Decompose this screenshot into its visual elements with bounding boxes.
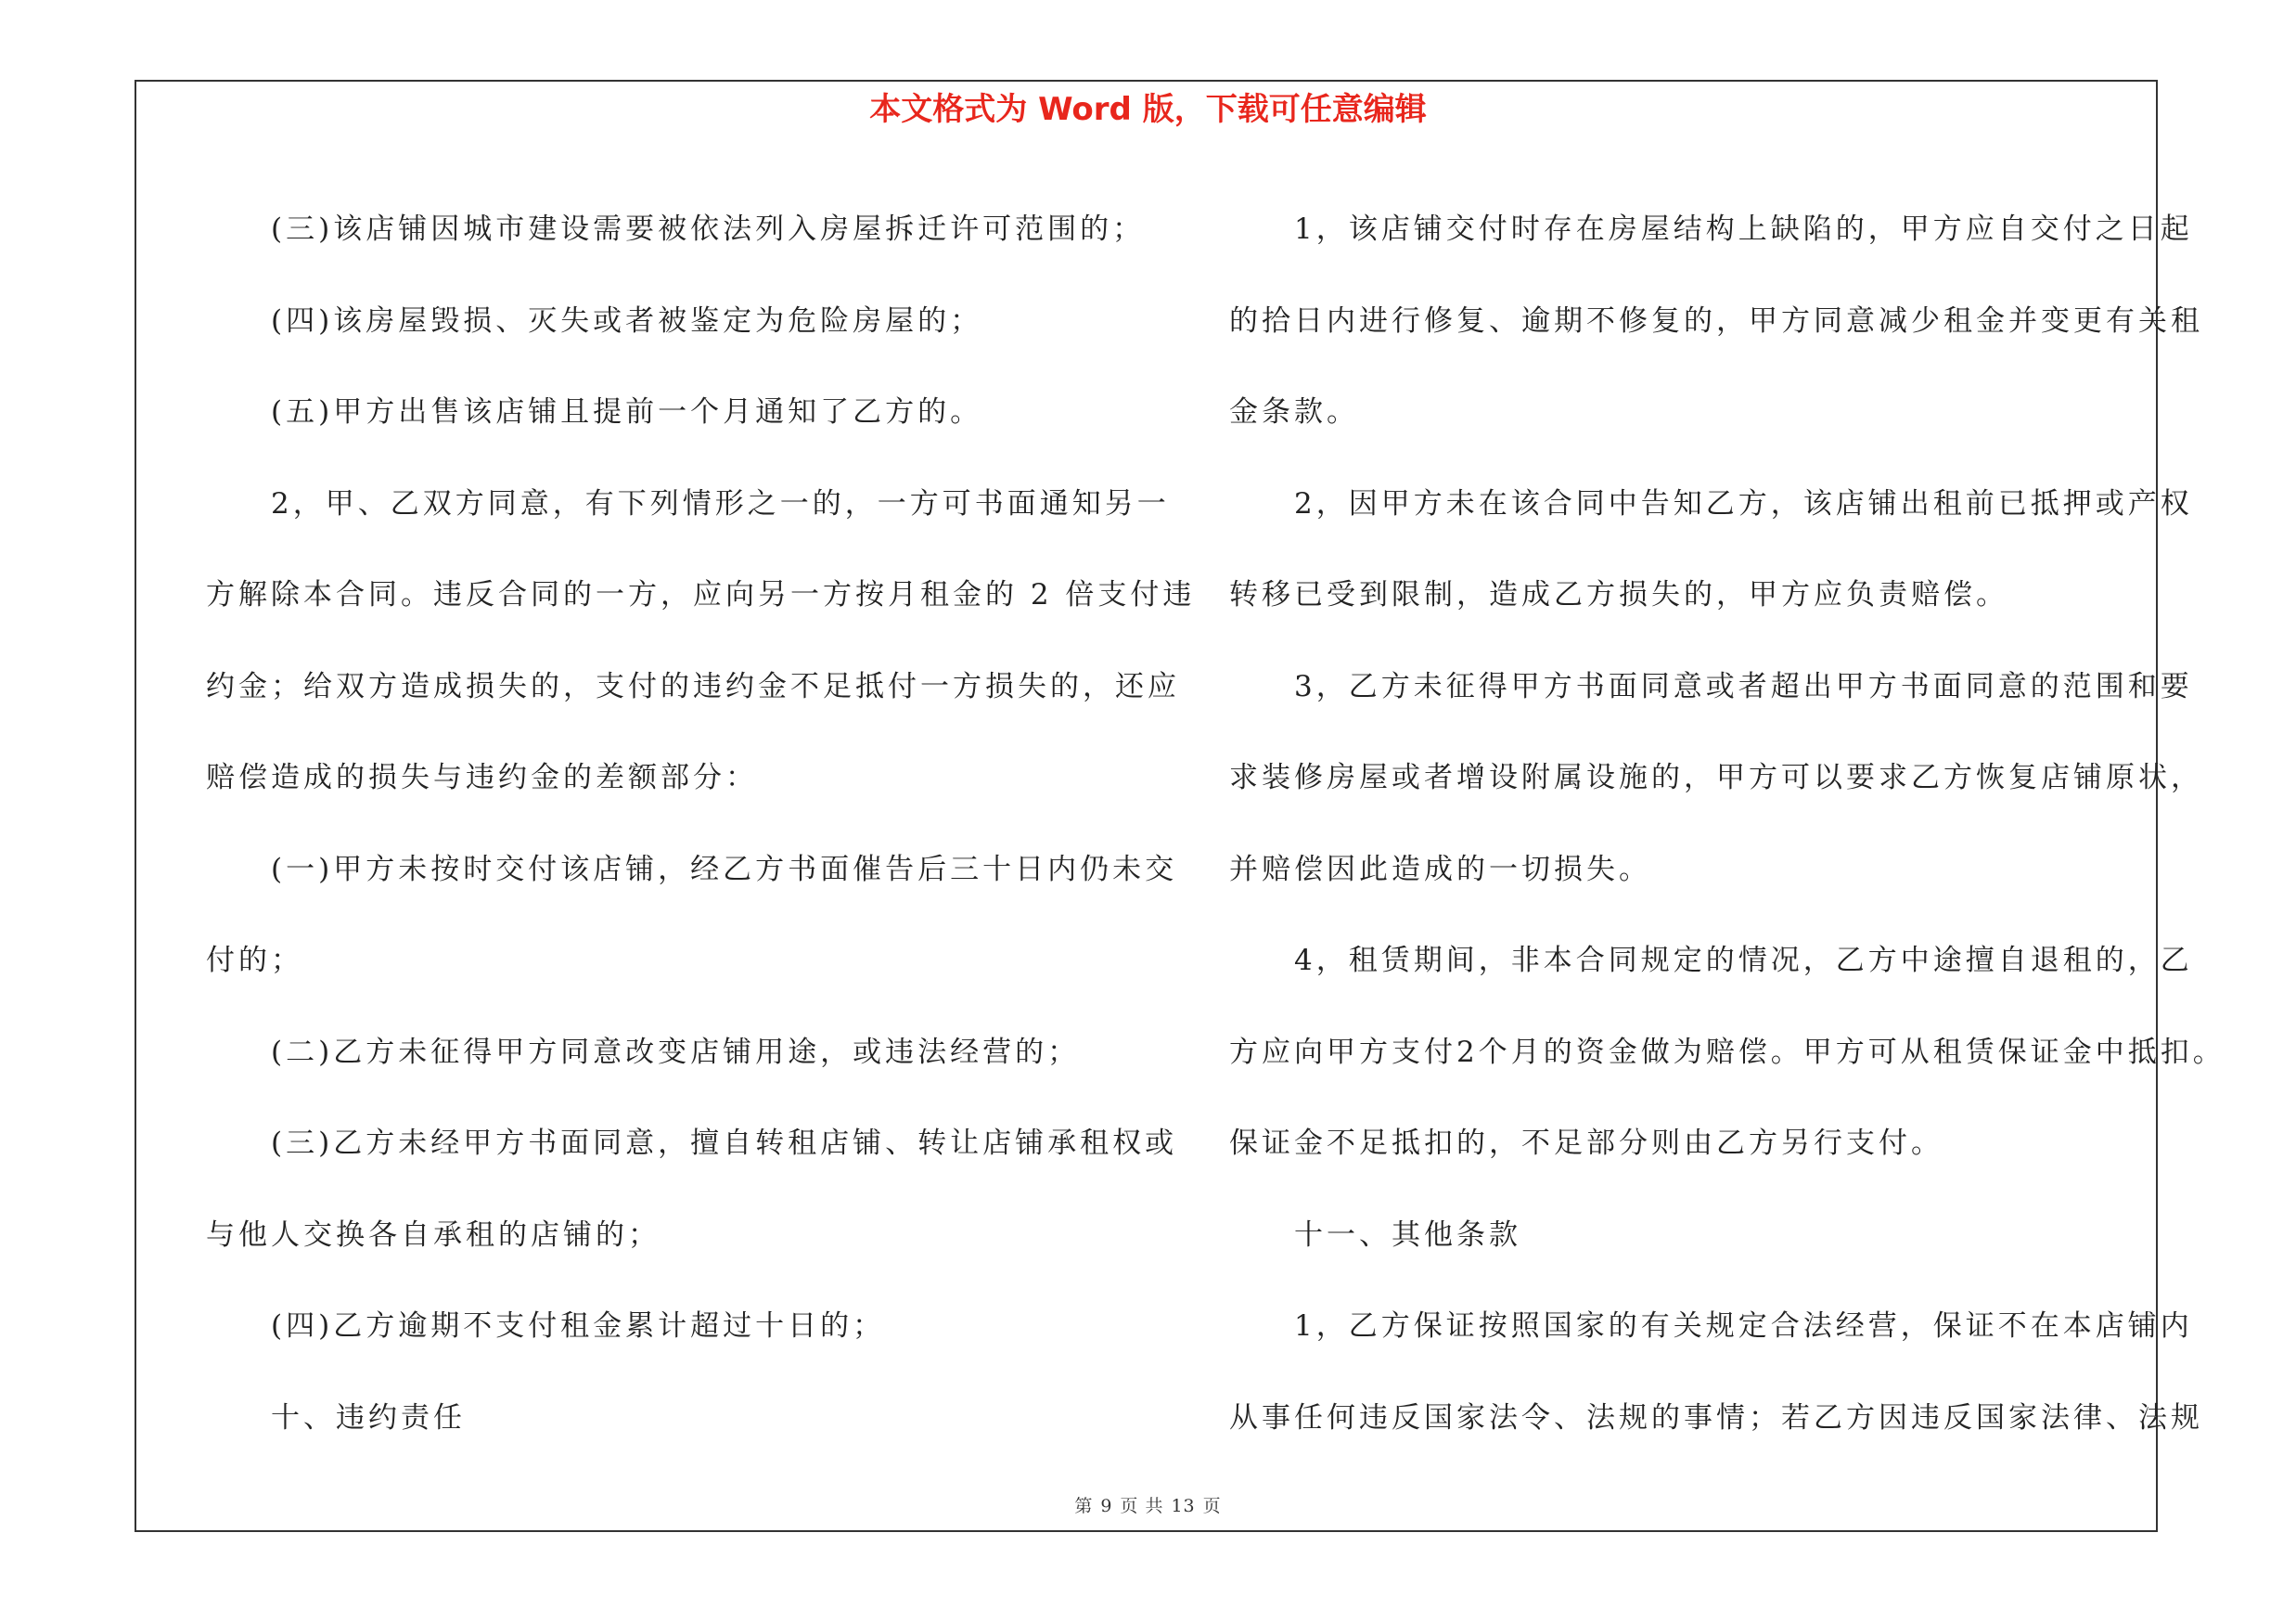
header-banner: 本文格式为 Word 版，下载可任意编辑 [869,91,1427,128]
page-footer [0,1492,2296,1517]
footer-prefix: 第 [1074,1496,1094,1516]
paragraph-line: 1，该店铺交付时存在房屋结构上缺陷的，甲方应自交付之日起 [1229,213,2193,246]
left-column [206,184,1196,1463]
paragraph-line: 约金；给双方造成损失的，支付的违约金不足抵付一方损失的，还应 [206,669,1180,703]
section-heading: 十一、其他条款 [1229,1217,1521,1252]
total-pages: 13 [1171,1496,1196,1516]
paragraph-line: (四)该房屋毁损、灭失或者被鉴定为危险房屋的； [206,303,983,338]
paragraph-line: (一)甲方未按时交付该店铺，经乙方书面催告后三十日内仍未交 [206,852,1178,886]
paragraph-line: 金条款。 [1229,395,1359,429]
footer-suffix: 页 [1202,1496,1222,1516]
section-heading: 十、违约责任 [206,1400,466,1435]
paragraph-line: (二)乙方未征得甲方同意改变店铺用途，或违法经营的； [206,1035,1081,1069]
paragraph-line: (四)乙方逾期不支付租金累计超过十日的； [206,1309,886,1343]
paragraph-line: 方解除本合同。违反合同的一方，应向另一方按月租金的 2 倍支付违 [206,578,1196,612]
paragraph-line: (三)乙方未经甲方书面同意，擅自转租店铺、转让店铺承租权或 [206,1127,1178,1160]
right-column [1229,184,2225,1463]
paragraph-line: (五)甲方出售该店铺且提前一个月通知了乙方的。 [206,395,983,429]
paragraph-line: 2，因甲方未在该合同中告知乙方，该店铺出租前已抵押或产权 [1229,486,2193,521]
paragraph-line: 并赔偿因此造成的一切损失。 [1229,852,1651,886]
paragraph-line: 3，乙方未征得甲方书面同意或者超出甲方书面同意的范围和要 [1229,669,2193,703]
footer-middle: 页 共 [1120,1496,1164,1516]
page-number: 9 [1100,1496,1113,1516]
paragraph-line: 1，乙方保证按照国家的有关规定合法经营，保证不在本店铺内 [1229,1309,2193,1343]
paragraph-line: (三)该店铺因城市建设需要被依法列入房屋拆迁许可范围的； [206,213,1146,246]
paragraph-line: 的拾日内进行修复、逾期不修复的，甲方同意减少租金并变更有关租 [1229,303,2203,338]
paragraph-line: 付的； [206,944,303,977]
paragraph-line: 4，租赁期间，非本合同规定的情况，乙方中途擅自退租的，乙 [1229,944,2193,977]
paragraph-line: 从事任何违反国家法令、法规的事情；若乙方因违反国家法律、法规 [1229,1400,2203,1435]
paragraph-line: 赔偿造成的损失与违约金的差额部分： [206,761,758,794]
paragraph-line: 转移已受到限制，造成乙方损失的，甲方应负责赔偿。 [1229,578,2008,612]
paragraph-line: 2，甲、乙双方同意，有下列情形之一的，一方可书面通知另一 [206,486,1170,521]
paragraph-line: 保证金不足抵扣的，不足部分则由乙方另行支付。 [1229,1127,1943,1160]
paragraph-line: 与他人交换各自承租的店铺的； [206,1217,661,1252]
paragraph-line: 方应向甲方支付2个月的资金做为赔偿。甲方可从租赁保证金中抵扣。 [1229,1035,2225,1069]
paragraph-line: 求装修房屋或者增设附属设施的，甲方可以要求乙方恢复店铺原状， [1229,761,2203,794]
